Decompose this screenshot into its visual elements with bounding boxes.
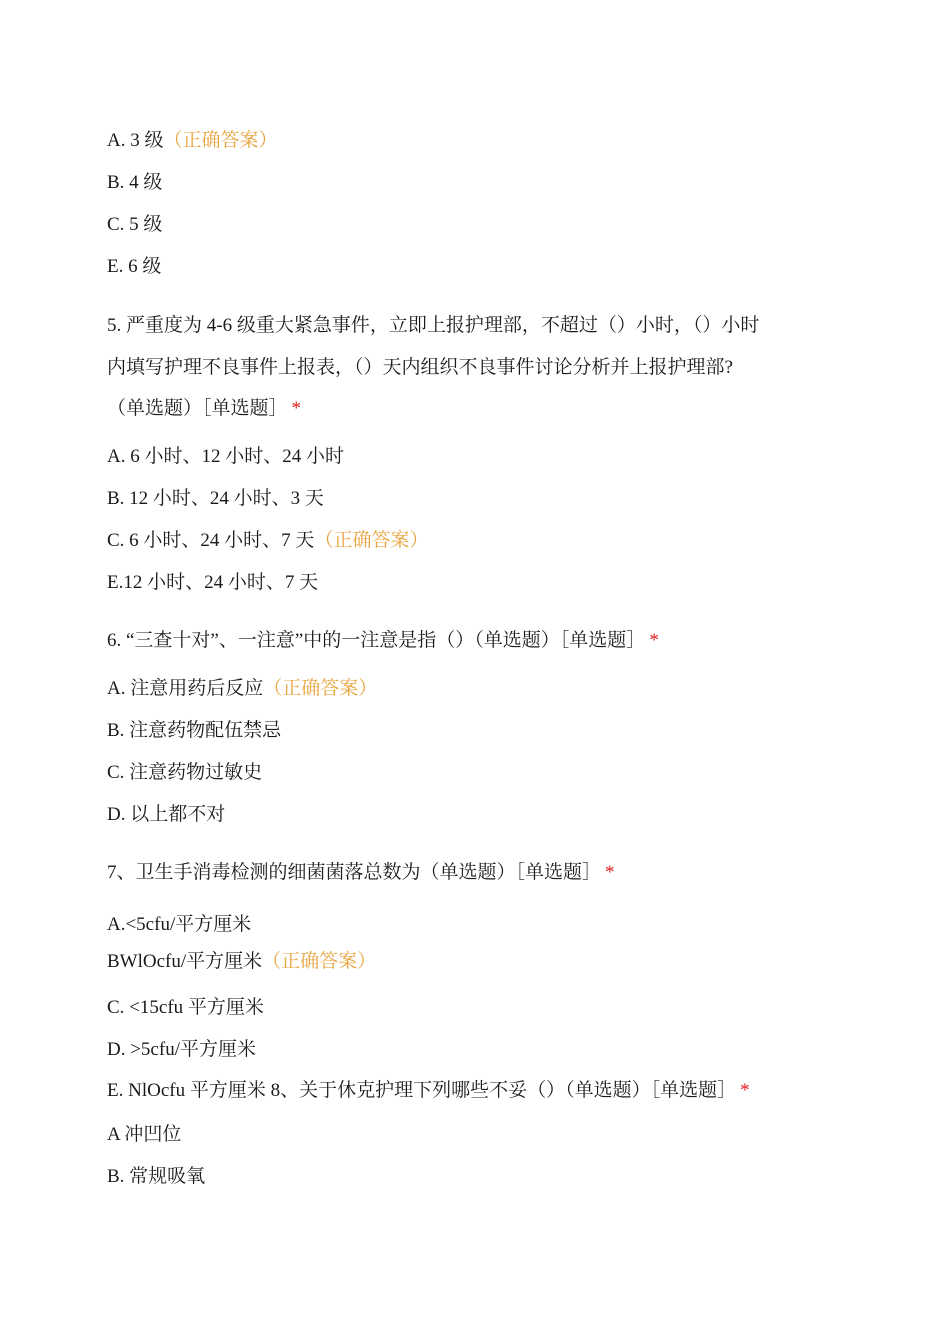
q6-option-b: B. 注意药物配伍禁忌 [107,720,282,741]
q5-option-c [107,529,428,553]
correct-answer-tag: （正确答案） [314,530,429,551]
q6-option-d: D. 以上都不对 [107,804,226,825]
q4-option-e: E. 6 级 [107,256,162,277]
correct-answer-tag: （正确答案） [163,130,278,151]
q7-option-a: A.<5cfu/平方厘米 [107,914,252,935]
correct-answer-tag: （正确答案） [262,951,377,972]
q4-option-b: B. 4 级 [107,172,163,193]
q4-option-a [107,129,278,153]
correct-answer-tag: （正确答案） [263,678,378,699]
q7-option-c: C. <15cfu 平方厘米 [107,997,264,1018]
q7-option-b [107,950,376,974]
q7-option-d: D. >5cfu/平方厘米 [107,1039,256,1060]
q8-option-b: B. 常规吸氧 [107,1166,206,1187]
q7-title-text: 7、卫生手消毒检测的细菌菌落总数为（单选题）［单选题］ [107,862,602,883]
q7-title [107,861,615,885]
q5-option-c-text: C. 6 小时、24 小时、7 天 [107,530,315,551]
q5-type-label: （单选题）［单选题］ [107,398,288,419]
required-asterisk: * [291,398,302,419]
required-asterisk: * [605,862,615,883]
q5-title-line2: 内填写护理不良事件上报表，（）天内组织不良事件讨论分析并上报护理部? [107,357,733,378]
q7-option-b-text: BWlOcfu/平方厘米 [107,951,263,972]
q5-title-line1: 5. 严重度为 4-6 级重大紧急事件，立即上报护理部，不超过（）小时，（）小时 [107,315,760,336]
q6-option-c: C. 注意药物过敏史 [107,762,263,783]
q5-option-e: E.12 小时、24 小时、7 天 [107,572,319,593]
required-asterisk: * [740,1080,750,1101]
q4-option-a-text: A. 3 级 [107,130,164,151]
q6-title-text: 6. “三查十对”、一注意”中的一注意是指（）（单选题）［单选题］ [107,630,646,651]
required-asterisk: * [649,630,659,651]
q8-option-a: A 冲凹位 [107,1124,182,1145]
q6-option-a-text: A. 注意用药后反应 [107,678,264,699]
q6-option-a [107,677,377,701]
q4-option-c: C. 5 级 [107,214,163,235]
q5-title-line3 [107,397,301,421]
q6-title [107,629,659,653]
q5-option-a: A. 6 小时、12 小时、24 小时 [107,446,344,467]
q7-option-e-text: E. NlOcfu 平方厘米 8、关于休克护理下列哪些不妥（）（单选题）［单选题］ [107,1080,737,1101]
q7-option-e-q8-title [107,1079,750,1103]
q5-option-b: B. 12 小时、24 小时、3 天 [107,488,324,509]
